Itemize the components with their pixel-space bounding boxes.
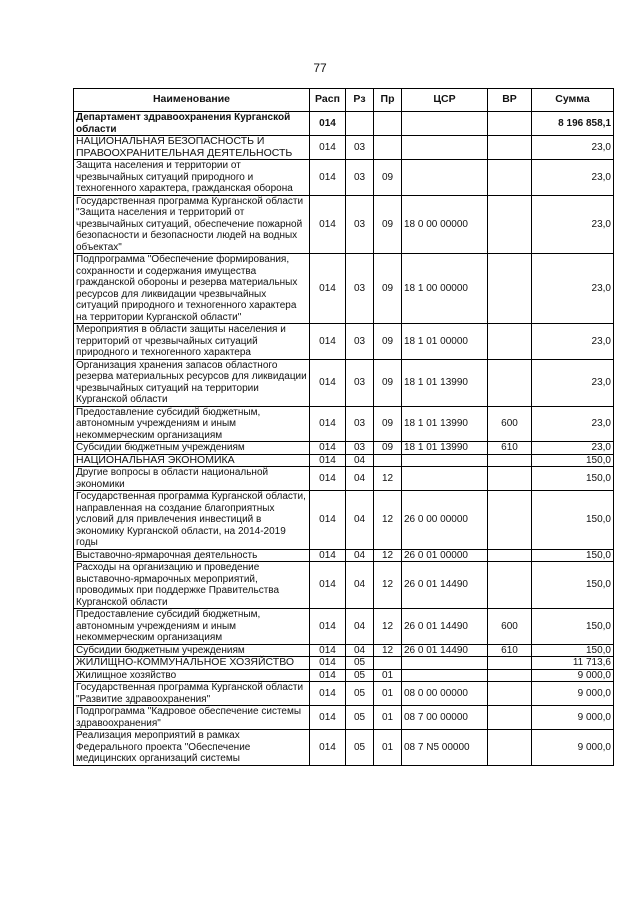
cell-sum: 23,0: [532, 195, 614, 254]
table-row: [74, 359, 614, 406]
cell-csr: 18 1 01 13990: [402, 359, 488, 406]
header-pr: Пр: [374, 89, 402, 112]
table-row: [74, 669, 614, 682]
cell-rasp: 014: [310, 442, 346, 455]
cell-rz: 03: [346, 324, 374, 360]
cell-pr: [374, 112, 402, 136]
cell-pr: 12: [374, 609, 402, 645]
table-row: [74, 467, 614, 491]
cell-rasp: 014: [310, 706, 346, 730]
cell-rz: 05: [346, 682, 374, 706]
cell-vr: [488, 682, 532, 706]
cell-rz: 05: [346, 730, 374, 766]
cell-rz: 04: [346, 491, 374, 550]
cell-name: Выставочно-ярмарочная деятельность: [74, 549, 310, 562]
cell-sum: 9 000,0: [532, 682, 614, 706]
cell-csr: [402, 160, 488, 196]
cell-vr: [488, 657, 532, 670]
cell-vr: [488, 730, 532, 766]
cell-pr: [374, 136, 402, 160]
cell-csr: [402, 669, 488, 682]
page-number: 77: [313, 61, 327, 75]
cell-name: Государственная программа Курганской области, направленная на создание благоприятных условий для привлечения инвестиций в экономику Курганской области, на 2014-2019 годы: [74, 491, 310, 550]
cell-pr: 09: [374, 442, 402, 455]
table-row: [74, 324, 614, 360]
cell-pr: 09: [374, 406, 402, 442]
cell-pr: 01: [374, 730, 402, 766]
cell-pr: 12: [374, 491, 402, 550]
cell-rz: 04: [346, 644, 374, 657]
cell-rz: 04: [346, 549, 374, 562]
cell-name: Предоставление субсидий бюджетным, автономным учреждениям и иным некоммерческим организациям: [74, 609, 310, 645]
cell-rz: 04: [346, 609, 374, 645]
cell-rasp: 014: [310, 657, 346, 670]
cell-pr: 09: [374, 324, 402, 360]
cell-pr: 12: [374, 562, 402, 609]
cell-sum: 150,0: [532, 549, 614, 562]
table-row: [74, 657, 614, 670]
table-row: [74, 112, 614, 136]
header-rasp: Расп: [310, 89, 346, 112]
cell-vr: [488, 491, 532, 550]
table-row: [74, 706, 614, 730]
cell-sum: 23,0: [532, 136, 614, 160]
cell-csr: 08 0 00 00000: [402, 682, 488, 706]
cell-rasp: 014: [310, 112, 346, 136]
cell-sum: 150,0: [532, 491, 614, 550]
cell-sum: 9 000,0: [532, 730, 614, 766]
cell-rasp: 014: [310, 254, 346, 324]
header-vr: ВР: [488, 89, 532, 112]
cell-csr: 18 1 01 13990: [402, 442, 488, 455]
cell-name: Предоставление субсидий бюджетным, автономным учреждениям и иным некоммерческим организациям: [74, 406, 310, 442]
cell-csr: 26 0 01 14490: [402, 644, 488, 657]
cell-rz: 03: [346, 136, 374, 160]
cell-csr: [402, 657, 488, 670]
cell-vr: [488, 324, 532, 360]
cell-sum: 150,0: [532, 609, 614, 645]
header-csr: ЦСР: [402, 89, 488, 112]
cell-name: Жилищное хозяйство: [74, 669, 310, 682]
cell-rz: 03: [346, 254, 374, 324]
cell-csr: [402, 454, 488, 467]
table-row: [74, 136, 614, 160]
cell-name: Другие вопросы в области национальной экономики: [74, 467, 310, 491]
cell-rasp: 014: [310, 359, 346, 406]
cell-pr: 09: [374, 195, 402, 254]
cell-name: Мероприятия в области защиты населения и территорий от чрезвычайных ситуаций природного и техногенного характера: [74, 324, 310, 360]
cell-pr: 01: [374, 669, 402, 682]
cell-rasp: 014: [310, 454, 346, 467]
cell-vr: 610: [488, 442, 532, 455]
cell-csr: 08 7 N5 00000: [402, 730, 488, 766]
cell-vr: [488, 254, 532, 324]
table-row: [74, 609, 614, 645]
cell-vr: [488, 112, 532, 136]
cell-rz: 04: [346, 454, 374, 467]
cell-sum: 23,0: [532, 359, 614, 406]
cell-sum: 150,0: [532, 454, 614, 467]
cell-csr: 18 0 00 00000: [402, 195, 488, 254]
cell-pr: 01: [374, 706, 402, 730]
cell-pr: 09: [374, 160, 402, 196]
cell-name: Подпрограмма "Обеспечение формирования, сохранности и содержания имущества гражданской обороны и резерва материальных ресурсов для ликвидации чрезвычайных ситуаций природного и техногенного характера на территории Курганской области": [74, 254, 310, 324]
cell-name: НАЦИОНАЛЬНАЯ БЕЗОПАСНОСТЬ И ПРАВООХРАНИТЕЛЬНАЯ ДЕЯТЕЛЬНОСТЬ: [74, 136, 310, 160]
cell-rasp: 014: [310, 644, 346, 657]
cell-name: Субсидии бюджетным учреждениям: [74, 442, 310, 455]
cell-name: Организация хранения запасов областного резерва материальных ресурсов для ликвидации чрезвычайных ситуаций на территории Курганской области: [74, 359, 310, 406]
cell-vr: [488, 467, 532, 491]
table-row: [74, 406, 614, 442]
cell-rasp: 014: [310, 682, 346, 706]
cell-pr: [374, 454, 402, 467]
cell-pr: 12: [374, 549, 402, 562]
cell-sum: 23,0: [532, 406, 614, 442]
cell-sum: 8 196 858,1: [532, 112, 614, 136]
cell-vr: [488, 562, 532, 609]
cell-name: Подпрограмма "Кадровое обеспечение системы здравоохранения": [74, 706, 310, 730]
cell-pr: 12: [374, 467, 402, 491]
cell-name: Защита населения и территории от чрезвычайных ситуаций природного и техногенного характера, гражданская оборона: [74, 160, 310, 196]
table-row: [74, 730, 614, 766]
cell-sum: 23,0: [532, 160, 614, 196]
cell-rasp: 014: [310, 467, 346, 491]
cell-rz: 05: [346, 669, 374, 682]
cell-rasp: 014: [310, 669, 346, 682]
cell-pr: 01: [374, 682, 402, 706]
cell-csr: 26 0 01 14490: [402, 609, 488, 645]
table-row: [74, 195, 614, 254]
cell-rz: 03: [346, 160, 374, 196]
table-row: [74, 254, 614, 324]
cell-name: Субсидии бюджетным учреждениям: [74, 644, 310, 657]
cell-csr: [402, 467, 488, 491]
cell-csr: 18 1 01 13990: [402, 406, 488, 442]
cell-name: Государственная программа Курганской области "Защита населения и территорий от чрезвычайных ситуаций, обеспечение пожарной безопасности и безопасности людей на водных объектах": [74, 195, 310, 254]
cell-vr: [488, 706, 532, 730]
cell-csr: 08 7 00 00000: [402, 706, 488, 730]
cell-vr: [488, 359, 532, 406]
cell-vr: 600: [488, 609, 532, 645]
cell-rasp: 014: [310, 491, 346, 550]
cell-sum: 150,0: [532, 467, 614, 491]
cell-sum: 150,0: [532, 562, 614, 609]
table-row: [74, 549, 614, 562]
table-row: [74, 454, 614, 467]
cell-name: Расходы на организацию и проведение выставочно-ярмарочных мероприятий, проводимых при поддержке Правительства Курганской области: [74, 562, 310, 609]
table-row: [74, 682, 614, 706]
cell-sum: 23,0: [532, 442, 614, 455]
header-name: Наименование: [74, 89, 310, 112]
cell-csr: 18 1 01 00000: [402, 324, 488, 360]
cell-rasp: 014: [310, 136, 346, 160]
cell-rz: 04: [346, 562, 374, 609]
cell-csr: [402, 112, 488, 136]
cell-rz: [346, 112, 374, 136]
cell-vr: 610: [488, 644, 532, 657]
cell-vr: [488, 669, 532, 682]
cell-pr: 12: [374, 644, 402, 657]
cell-sum: 9 000,0: [532, 706, 614, 730]
cell-rasp: 014: [310, 609, 346, 645]
cell-name: Департамент здравоохранения Курганской области: [74, 112, 310, 136]
table-row: [74, 491, 614, 550]
cell-vr: [488, 454, 532, 467]
cell-rasp: 014: [310, 730, 346, 766]
cell-vr: [488, 136, 532, 160]
cell-name: Реализация мероприятий в рамках Федерального проекта "Обеспечение медицинских организаций системы: [74, 730, 310, 766]
cell-csr: 26 0 01 14490: [402, 562, 488, 609]
budget-table: [73, 88, 614, 766]
cell-sum: 23,0: [532, 324, 614, 360]
cell-rz: 03: [346, 406, 374, 442]
table-row: [74, 562, 614, 609]
cell-pr: 09: [374, 254, 402, 324]
cell-vr: [488, 160, 532, 196]
cell-rasp: 014: [310, 324, 346, 360]
cell-sum: 11 713,6: [532, 657, 614, 670]
cell-rz: 04: [346, 467, 374, 491]
cell-rasp: 014: [310, 195, 346, 254]
cell-vr: [488, 195, 532, 254]
cell-rz: 05: [346, 657, 374, 670]
cell-rz: 03: [346, 195, 374, 254]
cell-pr: [374, 657, 402, 670]
cell-csr: [402, 136, 488, 160]
cell-rasp: 014: [310, 549, 346, 562]
cell-vr: 600: [488, 406, 532, 442]
cell-vr: [488, 549, 532, 562]
cell-sum: 150,0: [532, 644, 614, 657]
cell-rz: 03: [346, 359, 374, 406]
cell-name: ЖИЛИЩНО-КОММУНАЛЬНОЕ ХОЗЯЙСТВО: [74, 657, 310, 670]
cell-sum: 23,0: [532, 254, 614, 324]
table-row: [74, 644, 614, 657]
cell-name: Государственная программа Курганской области "Развитие здравоохранения": [74, 682, 310, 706]
cell-rasp: 014: [310, 160, 346, 196]
header-row: [74, 89, 614, 112]
cell-csr: 18 1 00 00000: [402, 254, 488, 324]
table-row: [74, 160, 614, 196]
table-row: [74, 442, 614, 455]
cell-rz: 05: [346, 706, 374, 730]
cell-sum: 9 000,0: [532, 669, 614, 682]
cell-rz: 03: [346, 442, 374, 455]
cell-rasp: 014: [310, 406, 346, 442]
cell-csr: 26 0 00 00000: [402, 491, 488, 550]
header-sum: Сумма: [532, 89, 614, 112]
header-rz: Рз: [346, 89, 374, 112]
cell-rasp: 014: [310, 562, 346, 609]
cell-pr: 09: [374, 359, 402, 406]
cell-csr: 26 0 01 00000: [402, 549, 488, 562]
cell-name: НАЦИОНАЛЬНАЯ ЭКОНОМИКА: [74, 454, 310, 467]
